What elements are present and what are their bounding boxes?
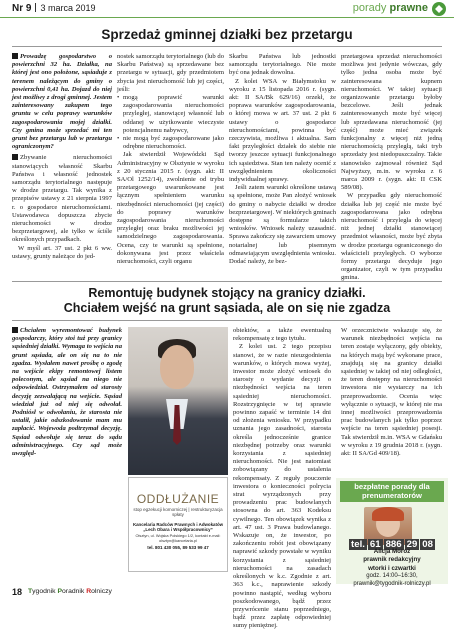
advice-days: wtorki i czwartki [368, 564, 416, 572]
answer-square-icon [12, 154, 18, 160]
free-advice-box [336, 478, 448, 587]
advice-contact-details [336, 548, 448, 588]
ad-slogan: ODDŁUŻANIE [136, 492, 220, 506]
magazine-logo: Tygodnik Poradnik Rolniczy [28, 588, 112, 595]
article2-column-3 [233, 327, 331, 630]
issue-separator [35, 3, 36, 12]
photo-face [160, 345, 194, 389]
question-square-icon [12, 53, 18, 59]
article1-answer-start: Zbywanie nieruchomości stanowiących własność Skarbu Państwa i własność jednostek samorządu terytorialnego następuje w drodze przetargu. Tak wynika z przepisów ustawy z 21 sierpnia 1997 r. o gospodarce nieruchomościami. Ustawodawca dopuszcza zbycie nieruchomości w drodze bezprzetargowej, ale tylko w ściśle określonych przypadkach. [12, 154, 112, 244]
ad-phone: tel. 801 430 055, 89 533 99 47 [147, 545, 209, 550]
page-header [0, 0, 454, 18]
advice-hours: godz. 14:00–16:30, [366, 573, 418, 580]
advice-email[interactable]: prawnik@tygodnik-rolniczy.pl [353, 580, 431, 587]
phone-part: 886 [385, 539, 402, 550]
article1-paragraph: Jak stwierdził Wojewódzki Sąd Administracyjny w Olsztynie w wyroku z 20 stycznia 2015 r. (sygn. akt: II SA/Ol 1252/14), zwolnienie od trybu przetargowego uwarunkowane jest łącznym spełnieniem warunku niezbędności nieruchomości (jej części) do poprawy warunków zagospodarowania nieruchomości przyległej oraz braku możliwości jej samodzielnego zagospodarowania. Ocena, czy te warunki są spełnione, dokonywana jest przez właściela nieruchomości, czyli organu [117, 151, 224, 266]
article1-paragraph: przetargowa sprzedaż nieruchomości możliwa jest jedynie wówczas, gdy tylko jedna osoba może być zainteresowana kupnem nieruchomości. W takiej sytuacji organizowanie przetargu byłoby bezcelowe. Jeśli jednak zainteresowanych może być więcej lub sprzedawana nieruchomość (jej część) może mieć związek funkcjonalny z więcej niż jedną nieruchomością przyległą, taki tryb sprzedaży jest niedopuszczalny. Takie stanowisko zajmował również Sąd Najwyższy, m.in. w wyroku z 6 marca 2009 r. (sygn. akt: II CSK 589/08). [341, 53, 442, 192]
phone-part: 29 [406, 539, 418, 550]
article1-paragraph: Jeśli zatem warunki określone ustawą są spełnione, może Pan złożyć wniosek do gminy o nabycie działki w drodze bezprzetargowej. W niektórych gminach dostępne są formularze takich wniosków. Wniosek należy uzasadnić. Sprawa zakończy się zawarciem umowy notarialnej lub pisemnym odmawiającym uwzględnienia wniosku. Dodać należy, że bez- [229, 184, 336, 266]
article1-rule [12, 46, 442, 47]
article1-paragraph: Skarbu Państwa lub jednostki samorządu terytorialnego. Nie może być ona jednak dowolna. [229, 53, 336, 77]
article1-bullet: • mogą poprawić warunki zagospodarowania nieruchomości przyległej, stanowiącej własność lub oddanej w użytkowanie wieczyste potencjalnemu nabywcy, [117, 94, 224, 135]
article1-paragraph: W myśl art. 37 ust. 2 pkt 6 ww. ustawy, grunty należące do jed- [12, 244, 112, 260]
article2-title-line-2: Chciałem wejść na grunt sąsiada, ale on się nie zgadza [63, 301, 391, 315]
issue-number: Nr 9 [12, 3, 32, 14]
phone-part: 08 [422, 539, 433, 550]
lawyer-role: prawnik redakcyjny [363, 556, 421, 564]
article1-bullet: • nie mogą być zagospodarowane jako odrębne nieruchomości. [117, 135, 224, 151]
article1-column-2 [117, 53, 224, 279]
article2-column-4 [341, 327, 442, 475]
article1-paragraph: W przypadku gdy nieruchomość działka lub jej część nie może być zagospodarowana jako odrębna nieruchomość i przyległa do więcej niż jednej działki stanowiącej przedmiot własności, może być zbyta w drodze przetargu ograniczonego do właścicieli przyległych. O wyborze formy przetargu decyduje jego organizator, czyli w tym przypadku gmina. [341, 192, 442, 282]
question-square-icon [12, 327, 18, 333]
article-divider [12, 281, 442, 282]
brand-leaf-icon [432, 2, 446, 16]
article1-column-1 [12, 53, 112, 279]
ad-firm-name: Kancelaria Radców Prawnych i Adwokatów „Lech Obara i Współpracownicy” [132, 522, 224, 532]
article1-bullet-list [117, 94, 224, 151]
brand-light: porady [352, 2, 387, 14]
article2-rule [12, 320, 442, 321]
article1-column-4 [341, 53, 442, 282]
ad-subtitle: stop egzekucji komorniczej | restrukturyzacja spłaty [133, 507, 223, 517]
article2-paragraph: obiektów, a także ewentualną rekompensatę z tego tytułu. [233, 327, 331, 343]
ad-address: Olsztyn, ul. Wojska Polskiego 1/2, kontakt e-mail: olsztyn@kancelaria.pl [135, 533, 221, 543]
phone-part: tel. [351, 539, 365, 550]
article1-title: Sprzedaż gminnej działki bez przetargu [101, 27, 353, 42]
issue-date: 3 marca 2019 [40, 3, 96, 13]
article2-column-1 [12, 327, 122, 579]
article2-paragraph: W orzecznictwie wskazuje się, że warunek niezbędności wejścia na teren zostaje wyłączony, gdy obiekty, na których mają być wykonane prace, znajdują się na granicy działki sąsiedniej w takiej od niej odległości, że teren dostępny na nieruchomości inwestora nie wystarczy na ich przeprowadzenie. Ocenia więc wyłącznie o sytuacji, w której nie ma innej możliwości przeprowadzenia prac budowlanych jak tylko poprzez wejście na teren sąsiedniej posesji. Tak stwierdził m.in. WSA w Gdańsku w wyroku z 19 grudnia 2018 r. (sygn. akt: II SA/Gd 409/18). [341, 327, 442, 458]
phone-part: 61 [369, 539, 381, 550]
article1-lead: Prowadzę gospodarstwo o powierzchni 32 ha. Działka, na której jest ono położone, sąsiaduje z terenem należącym do gminy o powierzchni 0,41 ha. Dojazd do niej jest możliwy z drogi gminnej. Jestem zainteresowany zakupem tego gruntu w celu poprawy warunków zagospodarowania mojej działki. Czy gmina może sprzedać mi ten grunt bez przetargu lub w przetargu ograniczonym? [12, 53, 112, 151]
article1-column-3 [229, 53, 336, 279]
page-footer [0, 586, 454, 600]
advice-box-title: bezpłatne porady dla prenumeratorów [340, 481, 444, 502]
lawyer-name: Alicja Moroz [373, 548, 411, 555]
section-brand [353, 2, 428, 14]
article1-paragraph: nostek samorządu terytorialnego (lub do Skarbu Państwa) są sprzedawane bez przetargu w sytuacji, gdy przedmiotem zbycia jest nieruchomość lub jej części, jeśli: [117, 53, 224, 93]
issue-info [12, 3, 96, 14]
brand-bold: prawne [389, 2, 428, 14]
article1-paragraph: Z kolei WSA w Białymstoku w wyroku z 15 listopada 2016 r. (sygn. akt: II SA/Bk 629/16) orzekł, że poprawa warunków zagospodarowania, o której mowa w art. 37 ust. 2 pkt 6 ustawy o gospodarce nieruchomościami, powinna być rzeczywista, możliwa i aktualna. Sam fakt przyległości działek do siebie nie tworzy jeszcze sytuacji funkcjonalnego ich sąsiedztwa. Stan ten należy ocenić z uwzględnieniem okoliczności indywidualnej sprawy. [229, 77, 336, 184]
author-photo [128, 327, 228, 475]
article2-paragraph: Z kolei ust. 2 tego przepisu stanowi, że w razie nieuzgodnienia warunków, o których mowa wyżej, inwestor może złożyć wniosek do starosty o wydanie decyzji o niezbędności wejścia na teren sąsiedniej nieruchomości. Rozstrzygnięcie w tej sprawie powinno zapaść w terminie 14 dni od złożenia wniosku. W przypadku uznania jego zasadności, starosta określa jednocześnie granice niezbędnej potrzeby oraz warunki korzystania z sąsiedniej nieruchomości. Nie jest natomiast zobowiązany do ustalenia rekompensaty. Z reguły pouczenie inwestora o konieczności polrycia strat wyrządzonych przy prowadzeniu prac budowlanych stosowna do art. 363 Kodeksu cywilnego. Ten obowiązek wynika z art. 47 ust. 3 Prawa budowlanego. Wskazuje on, że inwestor, po zakończeniu robót jest obowiązany naprawić szkody powstałe w wyniku korzystania z sąsiedniej nieruchomości na zasadach określonych w k.c. Zgodnie z art. 363 k.c., naprawienie szkody powinno nastąpić, według wyboru poszkodowanego, bądź przez przywrócenie stanu poprzedniego, bądź przez zapłatę odpowiedniej sumy pieniężnej. [233, 343, 331, 630]
article2-title-line-1: Remontuję budynek stojący na granicy działki. [88, 286, 366, 300]
article2-lead: Chciałem wyremontować budynek gospodarczy, który stoi tuż przy granicy sąsiedniej działki. Wymaga to wejścia na grunt sąsiada, ale on się na to nie zgadza. Wysłałem nawet prośbę o zgodę na wejście ekipy remontowej listem poleconym, ale sąsiad na niego nie odpowiedział. Ostrzymałem od starosty decyzję zezwalającą na wejście. Sąsiad wiedział już od niej się odwołał. Podniósł w odwołaniu, że starosta nie ustalił, jakie odszkodowanie mam mu zapłacić. Wojewoda podtrzymał decyzję. Sąsiad odwołuje się teraz do sądu administracyjnego. Czy sąd może uwzględ- [12, 327, 122, 458]
law-firm-advertisement [128, 477, 228, 572]
page-number: 18 [12, 587, 23, 597]
